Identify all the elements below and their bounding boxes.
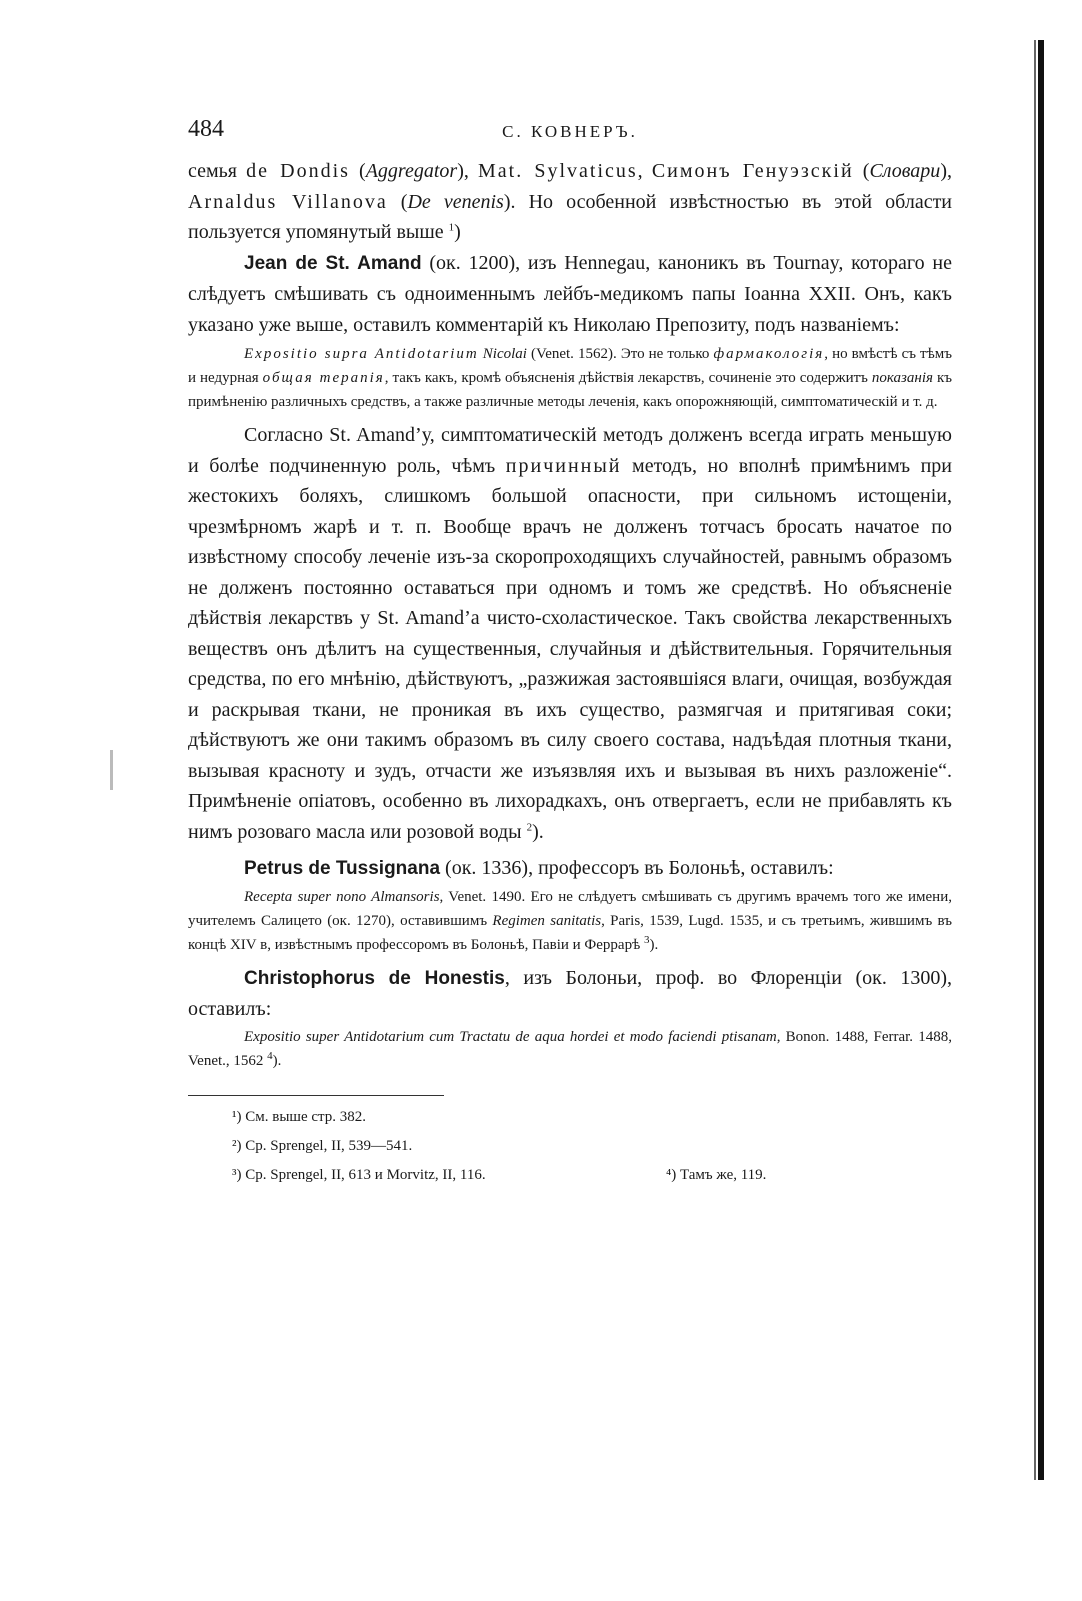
page-edge-shadow [1038,40,1044,1480]
paragraph-3: Expositio supra Antidotarium Nicolai (Venet. 1562). Это не только фармакологія, но вмѣстѣ съ тѣмъ и недурная общая терапія, такъ какъ, кромѣ объясненія дѣйствія лекарствъ, сочиненіе это содержитъ показанія къ примѣненію различныхъ средствъ, а также различные методы леченія, какъ опорожняющій, симптоматическій и т. д. [188,346,953,410]
page-edge-line [1034,40,1036,1480]
page-header [188,112,952,156]
paragraph-6: Recepta super nono Almansoris, Venet. 1490. Его не слѣдуетъ смѣшивать съ другимъ врачемъ того же имени, учителемъ Салицето (ок. 1270), оставившимъ Regimen sanitatis, Paris, 1539, Lugd. 1535, и съ третьимъ, жившимъ въ концѣ XIV в, извѣстнымъ профессоромъ въ Болоньѣ, Павіи и Феррарѣ $^3$). [188,888,953,953]
footnote-3-row [188,1161,952,1190]
paragraph-2: Jean de St. Amand (ок. 1200), изъ Hennegau, каноникъ въ Tournay, котораго не слѣдуетъ смѣшивать съ одноименнымъ лейбъ-медикомъ папы Іоанна XXII. Онъ, какъ указано уже выше, оставилъ комментарій къ Николаю Препозиту, подъ названіемъ: [188,251,952,336]
author-name: Jean de St. Amand [244,252,422,274]
author-name: Petrus de Tussignana [244,858,441,879]
paragraph-7: Christophorus de Honestis, изъ Болоньи, проф. во Флоренціи (ок. 1300), оставилъ: [188,966,953,1020]
author-name: Christophorus de Honestis [244,967,505,989]
running-title: С. КОВНЕРЪ. [502,122,638,141]
paragraph-4: Согласно St. Amand’у, симптоматическій методъ долженъ всегда играть меньшую и болѣе подчиненную роль, чѣмъ причинный методъ, но вполнѣ примѣнимъ при жестокихъ боляхъ, слишкомъ большой опасности, при сильномъ истощеніи, чрезмѣрномъ жарѣ и т. п. Вообще врачъ не долженъ тотчасъ бросать начатое по извѣстному способу леченіе изъ-за скоропроходящихъ случайностей, равнымъ образомъ не долженъ постоянно оставаться при одномъ и томъ же средствѣ. Но объясненіе дѣйствія лекарствъ у St. Amand’а чисто-схоластическое. Такъ свойства лекарственныхъ веществъ онъ дѣлитъ на существенныя, случайныя и дѣйствительныя. Горячительныя средства, по его мнѣнію, дѣйствуютъ, „разжижая застоявшіяся влаги, очищая, возбуждая и раскрывая ткани, не проникая въ ихъ существо, размягчая и притягивая соки; дѣйствуютъ же они такимъ образомъ въ силу своего состава, надъѣдая плотныя ткани, вызывая красноту и зудъ, отчасти же изъязвляя ихъ и вызывая въ нихъ разложеніе“. Примѣненіе опіатовъ, особенно въ лихорадкахъ, онъ отвергаетъ, если не прибавлять къ нимъ розоваго масла или розовой воды $^2$). [188,424,953,843]
footnote-2: ²) Ср. Sprengel, II, 539—541. [232,1137,413,1154]
scan-margin [0,0,40,1601]
paragraph-1: семья de Dondis (Aggregator), Mat. Sylvaticus, Симонъ Генуэзскій (Словари), Arnaldus Villanova (De venenis). Но особенной извѣстностью въ этой области пользуется упомянутый выше $^1$) [188,160,953,243]
paragraph-5: Petrus de Tussignana (ок. 1336), профессоръ въ Болоньѣ, оставилъ: [244,857,834,879]
margin-mark [110,750,113,790]
footnote-4: ⁴) Тамъ же, 119. [666,1166,767,1183]
footnotes [188,1103,952,1190]
page [188,112,952,1190]
paragraph-8: Expositio super Antidotarium cum Tractatu de aqua hordei et modo faciendi ptisanam, Bonon. 1488, Ferrar. 1488, Venet., 1562 $^4$). [188,1028,952,1069]
footnote-3: ³) Ср. Sprengel, II, 613 и Morvitz, II, 116. [232,1166,486,1183]
footnote-rule [188,1095,444,1096]
page-number: 484 [188,116,224,142]
footnote-1: ¹) См. выше стр. 382. [232,1108,367,1125]
